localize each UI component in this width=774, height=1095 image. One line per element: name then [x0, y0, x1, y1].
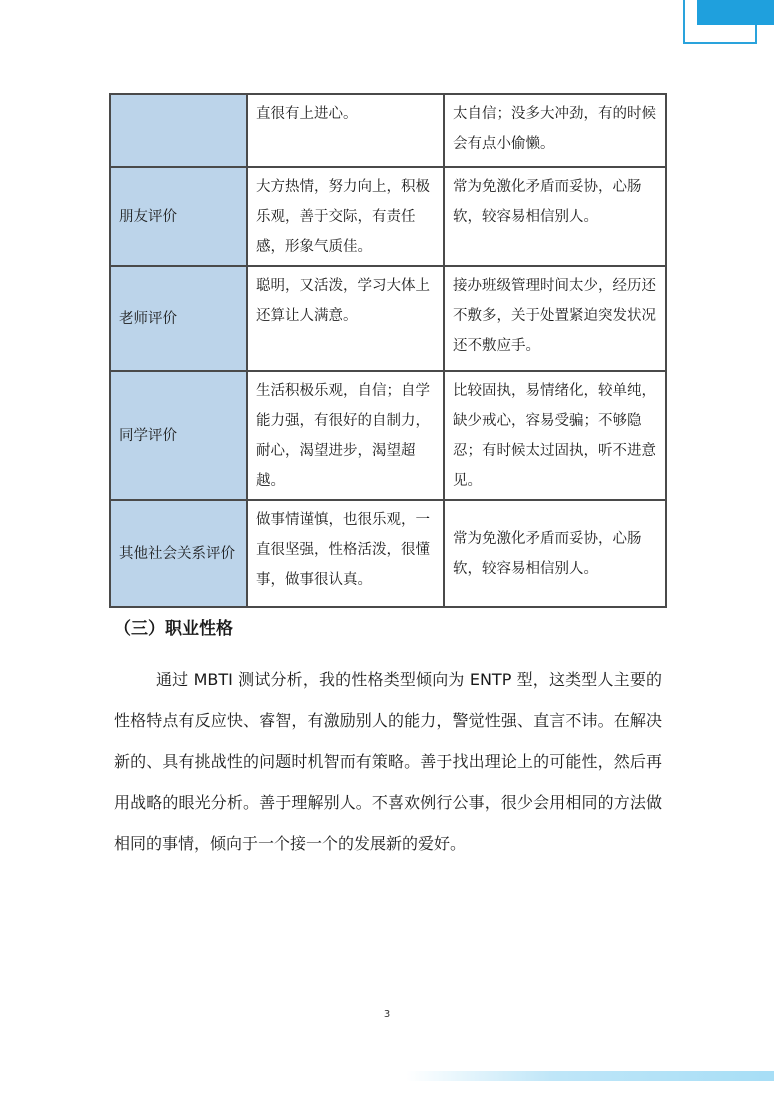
section-heading: （三）职业性格	[114, 619, 233, 639]
table-row	[110, 266, 666, 371]
page-number: 3	[383, 1009, 391, 1020]
body-paragraph: 通过 MBTI 测试分析，我的性格类型倾向为 ENTP 型，这类型人主要的性格特点有反应快、睿智，有激励别人的能力，警觉性强、直言不讳。在解决新的、具有挑战性的问题时机智而有策略。善于找出理论上的可能性，然后再用战略的眼光分析。善于理解别人。不喜欢例行公事，很少会用相同的方法做 相同的事情，倾向于一个接一个的发展新的爱好。	[114, 670, 662, 853]
row-label: 朋友评价	[110, 167, 247, 266]
weaknesses-cell: 比较固执，易情绪化，较单纯，缺少戒心，容易受骗；不够隐忍；有时候太过固执，听不进意见。	[444, 371, 666, 500]
strengths-cell: 做事情谨慎，也很乐观，一直很坚强，性格活泼，很懂事，做事很认真。	[247, 500, 444, 607]
evaluation-table	[109, 93, 667, 608]
table-row	[110, 371, 666, 500]
weaknesses-cell: 常为免激化矛盾而妥协，心肠软，较容易相信别人。	[444, 500, 666, 607]
strengths-cell: 大方热情，努力向上，积极乐观，善于交际，有责任感，形象气质佳。	[247, 167, 444, 266]
footer-gradient-bar	[406, 1071, 774, 1081]
row-label: 老师评价	[110, 266, 247, 371]
weaknesses-cell: 接办班级管理时间太少，经历还不敷多，关于处置紧迫突发状况还不敷应手。	[444, 266, 666, 371]
table-row	[110, 94, 666, 167]
strengths-cell: 直很有上进心。	[247, 94, 444, 167]
corner-decoration-block	[697, 0, 774, 25]
row-label: 其他社会关系评价	[110, 500, 247, 607]
weaknesses-cell: 常为免激化矛盾而妥协，心肠软，较容易相信别人。	[444, 167, 666, 266]
row-label: 同学评价	[110, 371, 247, 500]
row-label	[110, 94, 247, 167]
table-row	[110, 167, 666, 266]
strengths-cell: 生活积极乐观，自信；自学能力强，有很好的自制力，耐心，渴望进步，渴望超越。	[247, 371, 444, 500]
weaknesses-cell: 太自信；没多大冲劲，有的时候会有点小偷懒。	[444, 94, 666, 167]
table-row	[110, 500, 666, 607]
strengths-cell: 聪明，又活泼，学习大体上还算让人满意。	[247, 266, 444, 371]
